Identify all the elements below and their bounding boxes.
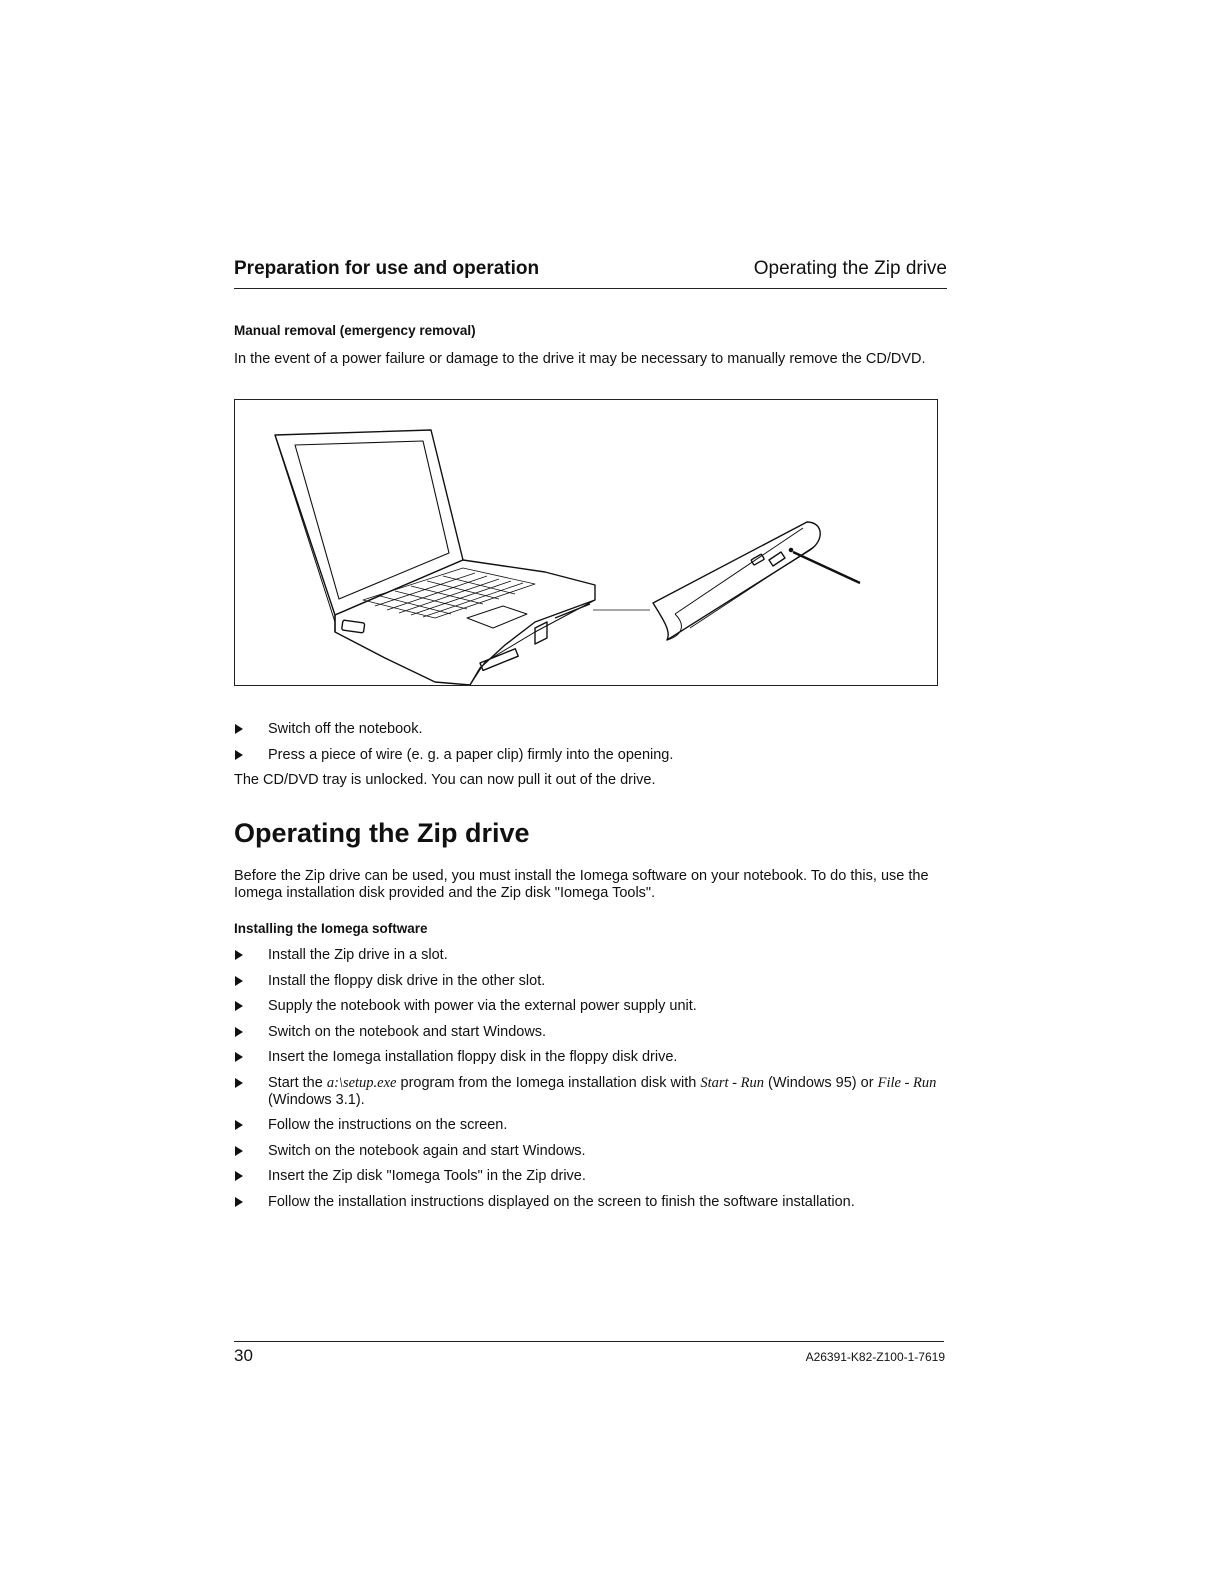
list-item: Follow the installation instructions displayed on the screen to finish the software installation. (234, 1194, 947, 1211)
list-item: Switch on the notebook again and start Windows. (234, 1143, 947, 1160)
manual-removal-heading: Manual removal (emergency removal) (234, 323, 476, 338)
emergency-eject-pointer (793, 552, 860, 583)
drive-detail (653, 522, 860, 640)
list-item: Press a piece of wire (e. g. a paper clip) firmly into the opening. (234, 747, 947, 764)
list-item: Switch off the notebook. (234, 721, 947, 738)
running-header (234, 258, 947, 289)
manual-removal-result: The CD/DVD tray is unlocked. You can now pull it out of the drive. (234, 772, 656, 788)
list-item: Insert the Iomega installation floppy disk in the floppy disk drive. (234, 1049, 947, 1066)
document-code: A26391-K82-Z100-1-7619 (805, 1350, 945, 1364)
manual-removal-intro: In the event of a power failure or damage to the drive it may be necessary to manually remove the CD/DVD. (234, 351, 926, 367)
menu-path-start-run: Start - Run (700, 1074, 764, 1091)
list-item: Start the a:\setup.exe program from the Iomega installation disk with Start - Run (Windows 95) or File - Run (Windows 3.1). (234, 1075, 947, 1109)
list-item: Follow the instructions on the screen. (234, 1117, 947, 1134)
bullet-arrow-icon (235, 1078, 243, 1088)
installing-heading: Installing the Iomega software (234, 921, 428, 936)
list-item: Install the floppy disk drive in the other slot. (234, 973, 947, 990)
zip-intro: Before the Zip drive can be used, you must install the Iomega software on your notebook. To do this, use the Iomega installation disk provided and the Zip disk "Iomega Tools". (234, 868, 929, 901)
setup-command: a:\setup.exe (326, 1074, 397, 1091)
bullet-arrow-icon (235, 1171, 243, 1181)
notebook-illustration (234, 399, 938, 686)
bullet-arrow-icon (235, 1146, 243, 1156)
list-item: Install the Zip drive in a slot. (234, 947, 947, 964)
bullet-arrow-icon (235, 1001, 243, 1011)
bullet-arrow-icon (235, 950, 243, 960)
bullet-arrow-icon (235, 1052, 243, 1062)
bullet-arrow-icon (235, 1197, 243, 1207)
manual-removal-steps (234, 721, 947, 773)
header-chapter-title: Operating the Zip drive (753, 258, 947, 279)
footer-rule (234, 1341, 944, 1342)
list-item: Switch on the notebook and start Windows. (234, 1024, 947, 1041)
bullet-arrow-icon (235, 976, 243, 986)
bullet-arrow-icon (235, 1120, 243, 1130)
menu-path-file-run: File - Run (877, 1074, 937, 1091)
bullet-arrow-icon (235, 724, 243, 734)
section-title: Operating the Zip drive (234, 818, 530, 848)
list-item: Insert the Zip disk "Iomega Tools" in the Zip drive. (234, 1168, 947, 1185)
bullet-arrow-icon (235, 1027, 243, 1037)
page-number: 30 (234, 1346, 253, 1365)
header-section-title: Preparation for use and operation (234, 258, 540, 279)
installation-steps (234, 947, 947, 1219)
list-item: Supply the notebook with power via the external power supply unit. (234, 998, 947, 1015)
bullet-arrow-icon (235, 750, 243, 760)
